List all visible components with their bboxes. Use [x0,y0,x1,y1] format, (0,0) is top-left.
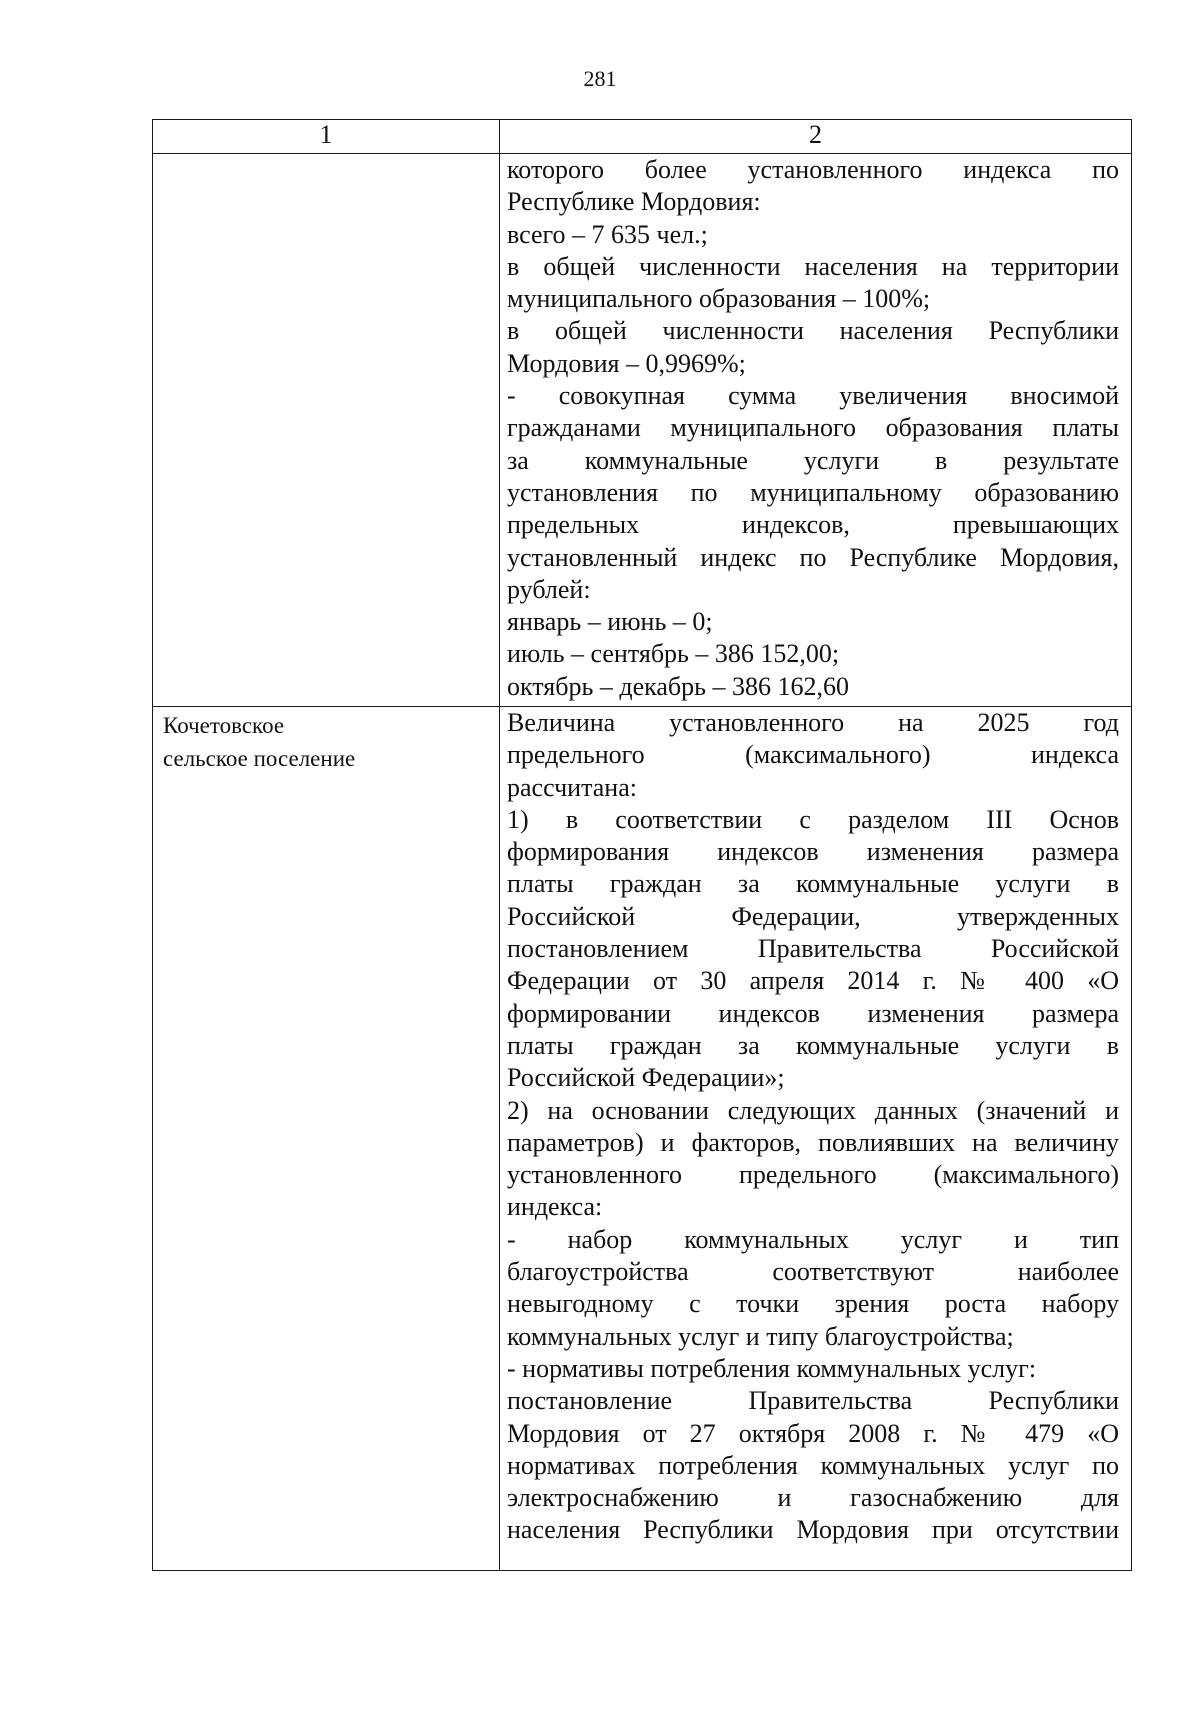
text-line: коммунальных услуг и типу благоустройства; [507,1321,1014,1351]
text-line: октябрь – декабрь – 386 162,60 [507,671,849,701]
text-line: установленный индекс по Республике Мордовия, [507,542,1119,572]
text-line: рублей: [507,574,591,604]
table-row [153,707,1132,1571]
municipality-cell [153,154,500,707]
text-line: Величина установленного на 2025 год [507,708,1119,737]
text-line: нормативах потребления коммунальных услуг по [507,1450,1119,1480]
municipality-name-line: сельское поселение [163,746,356,771]
text-line: - нормативы потребления коммунальных услуг: [507,1353,1037,1383]
municipality-cell [153,707,500,1571]
document-table [152,119,1132,1571]
text-line: январь – июнь – 0; [507,607,713,637]
text-line: платы граждан за коммунальные услуги в [507,869,1119,899]
text-line: Российской Федерации»; [507,1063,785,1093]
text-line: индекса: [507,1192,603,1222]
text-line: параметров) и факторов, повлиявших на величину [507,1127,1119,1157]
table-header-row [153,120,1132,154]
description-cell [500,154,1132,707]
text-line: за коммунальные услуги в результате [507,445,1119,475]
text-line: формировании индексов изменения размера [507,998,1119,1028]
text-line: Мордовия – 0,9969%; [507,348,746,378]
text-line: гражданами муниципального образования платы [507,413,1119,443]
text-line: 1) в соответствии с разделом III Основ [507,804,1119,834]
text-line: которого более установленного индекса по [507,155,1119,184]
text-line: - набор коммунальных услуг и тип [507,1224,1119,1254]
text-line: установления по муниципальному образованию [507,477,1119,507]
text-line: предельных индексов, превышающих [507,510,1119,540]
text-line: всего – 7 635 чел.; [507,219,708,249]
description-cell [500,707,1132,1571]
text-line: предельного (максимального) индекса [507,740,1119,770]
page-number: 281 [583,66,617,91]
text-line: формирования индексов изменения размера [507,837,1119,867]
text-line: Российской Федерации, утвержденных [507,901,1119,931]
text-line: благоустройства соответствуют наиболее [507,1257,1119,1287]
text-line: населения Республики Мордовия при отсутствии [507,1515,1119,1545]
text-line: платы граждан за коммунальные услуги в [507,1030,1119,1060]
text-line: Мордовия от 27 октября 2008 г. № 479 «О [507,1418,1119,1448]
text-line: рассчитана: [507,772,637,802]
text-line: электроснабжению и газоснабжению для [507,1483,1119,1513]
text-line: в общей численности населения на территории [507,251,1119,281]
column-header-1: 1 [153,120,500,154]
text-line: постановление Правительства Республики [507,1386,1119,1416]
text-line: Федерации от 30 апреля 2014 г. № 400 «О [507,966,1119,996]
text-line: постановлением Правительства Российской [507,934,1119,964]
municipality-name-line: Кочетовское [163,713,285,738]
text-line: Республике Мордовия: [507,187,761,217]
column-header-2: 2 [500,120,1132,154]
text-line: установленного предельного (максимального) [507,1160,1119,1190]
table-row [153,154,1132,707]
text-line: муниципального образования – 100%; [507,284,931,314]
text-line: невыгодному с точки зрения роста набору [507,1289,1119,1319]
text-line: 2) на основании следующих данных (значений и [507,1095,1119,1125]
text-line: - совокупная сумма увеличения вносимой [507,381,1119,411]
text-line: июль – сентябрь – 386 152,00; [507,639,840,669]
text-line: в общей численности населения Республики [507,316,1119,346]
